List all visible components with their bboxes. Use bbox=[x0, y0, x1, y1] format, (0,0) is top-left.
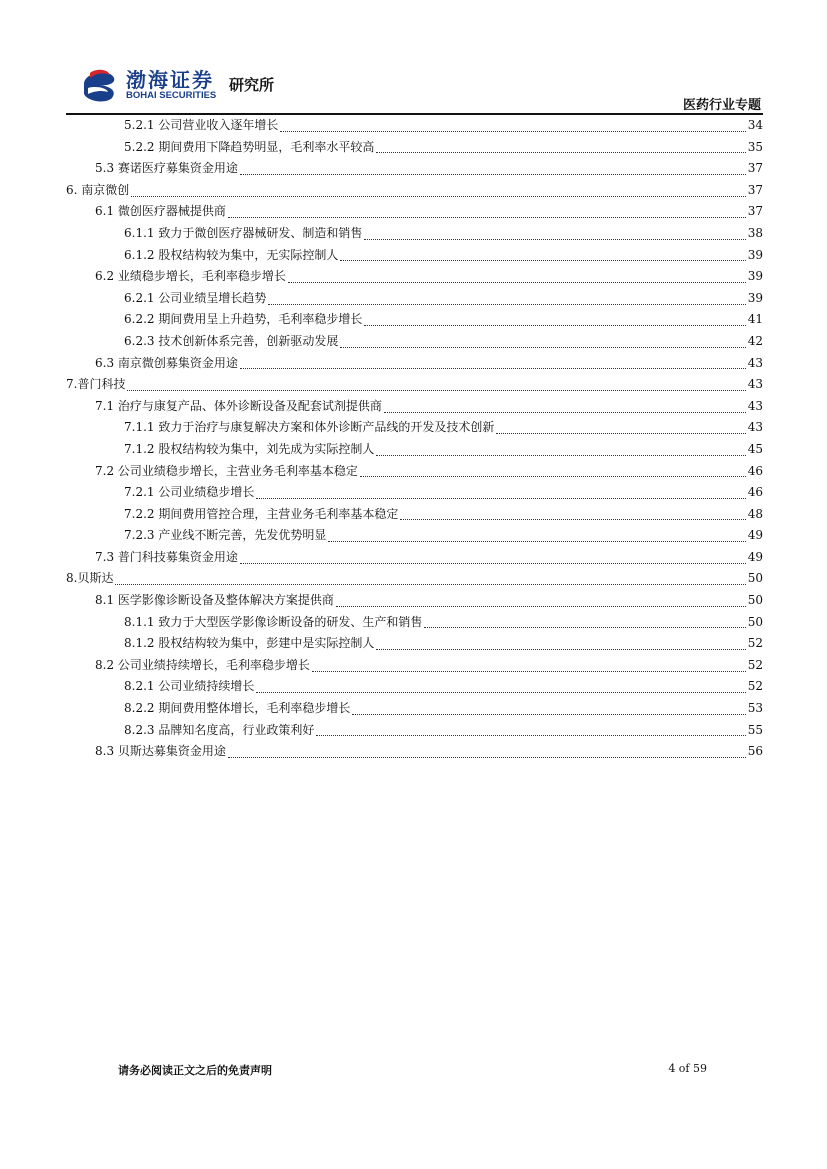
toc-entry-label: 7.1 治疗与康复产品、体外诊断设备及配套试剂提供商 bbox=[95, 398, 382, 413]
toc-entry[interactable] bbox=[66, 461, 763, 483]
toc-entry[interactable] bbox=[66, 568, 763, 590]
toc-leader bbox=[228, 216, 746, 218]
toc-entry-label: 6.2 业绩稳步增长，毛利率稳步增长 bbox=[95, 269, 286, 284]
toc-leader bbox=[280, 130, 745, 132]
toc-entry-page: 52 bbox=[747, 657, 763, 672]
toc-entry-page: 50 bbox=[747, 571, 763, 586]
toc-entry-label: 7.2 公司业绩稳步增长，主营业务毛利率基本稳定 bbox=[95, 463, 358, 478]
toc-entry-page: 48 bbox=[747, 506, 763, 521]
toc-entry-label: 7.2.2 期间费用管控合理，主营业务毛利率基本稳定 bbox=[124, 506, 399, 521]
toc-entry[interactable] bbox=[66, 504, 763, 526]
toc-entry-label: 8.贝斯达 bbox=[66, 571, 114, 586]
toc-entry-label: 8.2.3 品牌知名度高，行业政策利好 bbox=[124, 722, 315, 737]
toc-entry-label: 6. 南京微创 bbox=[66, 182, 130, 197]
toc-leader bbox=[127, 389, 745, 391]
toc-entry-page: 52 bbox=[747, 636, 763, 651]
toc-entry[interactable] bbox=[66, 137, 763, 159]
institute-label: 研究所 bbox=[229, 76, 275, 94]
toc-entry-label: 8.1.1 致力于大型医学影像诊断设备的研发、生产和销售 bbox=[124, 614, 423, 629]
toc-entry[interactable] bbox=[66, 201, 763, 223]
toc-entry-page: 56 bbox=[747, 744, 763, 759]
brand-name-en: BOHAI SECURITIES bbox=[126, 90, 217, 101]
toc-entry-page: 34 bbox=[747, 118, 763, 132]
toc-leader bbox=[340, 259, 745, 261]
toc-leader bbox=[376, 151, 745, 153]
toc-entry-page: 39 bbox=[747, 247, 763, 262]
toc-entry[interactable] bbox=[66, 482, 763, 504]
toc-entry-label: 8.2 公司业绩持续增长，毛利率稳步增长 bbox=[95, 657, 310, 672]
toc-entry[interactable] bbox=[66, 245, 763, 267]
toc-entry-label: 6.3 南京微创募集资金用途 bbox=[95, 355, 238, 370]
toc-entry[interactable] bbox=[66, 720, 763, 742]
toc-entry-label: 7.2.1 公司业绩稳步增长 bbox=[124, 485, 255, 500]
toc-leader bbox=[312, 670, 746, 672]
toc-entry[interactable] bbox=[66, 590, 763, 612]
toc-entry-page: 52 bbox=[747, 679, 763, 694]
toc-entry[interactable] bbox=[66, 180, 763, 202]
toc-entry[interactable] bbox=[66, 288, 763, 310]
toc-entry-label: 8.2.2 期间费用整体增长，毛利率稳步增长 bbox=[124, 701, 351, 716]
toc-entry-page: 43 bbox=[747, 355, 763, 370]
page-indicator: 4 of 59 bbox=[668, 1062, 707, 1075]
toc-entry-label: 6.2.1 公司业绩呈增长趋势 bbox=[124, 290, 267, 305]
toc-leader bbox=[384, 411, 746, 413]
toc-entry-page: 41 bbox=[747, 312, 763, 327]
toc-entry-page: 38 bbox=[747, 225, 763, 240]
toc-entry-page: 45 bbox=[747, 441, 763, 456]
toc-entry-label: 7.3 普门科技募集资金用途 bbox=[95, 549, 238, 564]
toc-entry[interactable] bbox=[66, 655, 763, 677]
toc-entry[interactable] bbox=[66, 266, 763, 288]
toc-leader bbox=[316, 734, 745, 736]
toc-entry[interactable] bbox=[66, 331, 763, 353]
toc-leader bbox=[328, 540, 745, 542]
toc-entry[interactable] bbox=[66, 633, 763, 655]
toc-entry-page: 37 bbox=[747, 161, 763, 176]
toc-entry-page: 39 bbox=[747, 290, 763, 305]
toc-entry[interactable] bbox=[66, 223, 763, 245]
toc-entry-label: 8.3 贝斯达募集资金用途 bbox=[95, 744, 226, 759]
toc-leader bbox=[352, 713, 745, 715]
toc-entry-page: 43 bbox=[747, 420, 763, 435]
toc-entry-page: 53 bbox=[747, 701, 763, 716]
toc-entry-page: 50 bbox=[747, 593, 763, 608]
toc-entry-label: 7.1.2 股权结构较为集中，刘先成为实际控制人 bbox=[124, 441, 375, 456]
toc-entry-page: 49 bbox=[747, 549, 763, 564]
toc-leader bbox=[376, 454, 745, 456]
toc-entry[interactable] bbox=[66, 374, 763, 396]
toc-entry-page: 37 bbox=[747, 182, 763, 197]
toc-entry-label: 8.1.2 股权结构较为集中，彭建中是实际控制人 bbox=[124, 636, 375, 651]
toc-leader bbox=[364, 238, 745, 240]
toc-entry[interactable] bbox=[66, 158, 763, 180]
toc-entry-label: 7.1.1 致力于治疗与康复解决方案和体外诊断产品线的开发及技术创新 bbox=[124, 420, 495, 435]
toc-entry[interactable] bbox=[66, 612, 763, 634]
toc-entry[interactable] bbox=[66, 396, 763, 418]
toc-entry-page: 50 bbox=[747, 614, 763, 629]
toc-leader bbox=[256, 691, 745, 693]
toc-entry-label: 6.1 微创医疗器械提供商 bbox=[95, 204, 226, 219]
toc-leader bbox=[240, 562, 746, 564]
toc-entry-label: 6.1.1 致力于微创医疗器械研发、制造和销售 bbox=[124, 225, 363, 240]
toc-entry-label: 7.2.3 产业线不断完善，先发优势明显 bbox=[124, 528, 327, 543]
toc-leader bbox=[256, 497, 745, 499]
toc-entry-page: 43 bbox=[747, 398, 763, 413]
toc-entry-label: 5.3 赛诺医疗募集资金用途 bbox=[95, 161, 238, 176]
toc-entry-label: 5.2.2 期间费用下降趋势明显，毛利率水平较高 bbox=[124, 139, 375, 154]
toc-entry[interactable] bbox=[66, 439, 763, 461]
report-topic: 医药行业专题 bbox=[682, 98, 761, 113]
toc-leader bbox=[115, 583, 745, 585]
footer-disclaimer: 请务必阅读正文之后的免责声明 bbox=[118, 1064, 272, 1077]
page-header bbox=[66, 60, 763, 116]
toc-leader bbox=[360, 475, 746, 477]
toc-entry-label: 8.1 医学影像诊断设备及整体解决方案提供商 bbox=[95, 593, 334, 608]
toc-entry-label: 6.2.2 期间费用呈上升趋势，毛利率稳步增长 bbox=[124, 312, 363, 327]
toc-leader bbox=[288, 281, 746, 283]
toc-entry-page: 55 bbox=[747, 722, 763, 737]
toc-leader bbox=[364, 324, 745, 326]
toc-entry-page: 46 bbox=[747, 485, 763, 500]
toc-entry-label: 7.普门科技 bbox=[66, 377, 126, 392]
table-of-contents bbox=[66, 115, 763, 763]
toc-entry-page: 37 bbox=[747, 204, 763, 219]
toc-entry-page: 46 bbox=[747, 463, 763, 478]
bohai-logo-icon bbox=[80, 64, 120, 104]
toc-entry[interactable] bbox=[66, 417, 763, 439]
toc-leader bbox=[340, 346, 745, 348]
toc-entry[interactable] bbox=[66, 115, 763, 137]
toc-leader bbox=[131, 195, 745, 197]
toc-entry-page: 42 bbox=[747, 333, 763, 348]
toc-leader bbox=[228, 756, 746, 758]
toc-leader bbox=[496, 432, 745, 434]
toc-entry-page: 35 bbox=[747, 139, 763, 154]
toc-entry[interactable] bbox=[66, 698, 763, 720]
toc-leader bbox=[268, 303, 745, 305]
toc-entry-label: 5.2.1 公司营业收入逐年增长 bbox=[124, 118, 279, 132]
toc-leader bbox=[376, 648, 745, 650]
toc-leader bbox=[240, 173, 746, 175]
toc-entry[interactable] bbox=[66, 676, 763, 698]
toc-entry-page: 49 bbox=[747, 528, 763, 543]
toc-leader bbox=[424, 626, 745, 628]
toc-entry-label: 6.1.2 股权结构较为集中，无实际控制人 bbox=[124, 247, 339, 262]
toc-entry-label: 8.2.1 公司业绩持续增长 bbox=[124, 679, 255, 694]
toc-entry[interactable] bbox=[66, 741, 763, 763]
toc-leader bbox=[336, 605, 746, 607]
brand-name-cn: 渤海证券 bbox=[126, 68, 214, 92]
toc-entry-page: 43 bbox=[747, 377, 763, 392]
toc-entry-label: 6.2.3 技术创新体系完善，创新驱动发展 bbox=[124, 333, 339, 348]
toc-entry-page: 39 bbox=[747, 269, 763, 284]
toc-entry[interactable] bbox=[66, 547, 763, 569]
toc-entry[interactable] bbox=[66, 353, 763, 375]
toc-entry[interactable] bbox=[66, 525, 763, 547]
toc-leader bbox=[400, 518, 745, 520]
toc-entry[interactable] bbox=[66, 309, 763, 331]
toc-leader bbox=[240, 367, 746, 369]
